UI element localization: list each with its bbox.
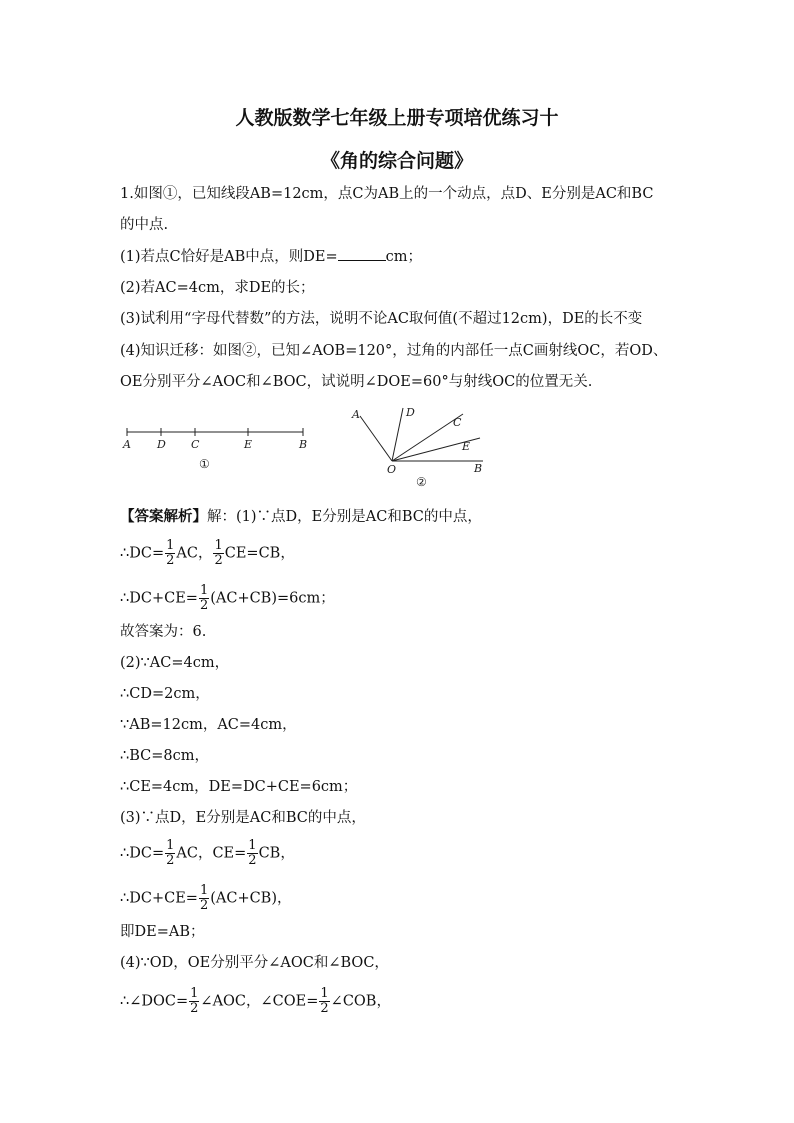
- solution-line-13: 即DE=AB；: [120, 924, 205, 940]
- fraction-numerator: 1: [320, 986, 329, 1001]
- solution-line-10: (3)∵点D，E分别是AC和BC的中点，: [120, 810, 366, 826]
- fig2-label-b: B: [474, 462, 483, 475]
- solution-header: 【答案解析】: [120, 508, 207, 525]
- solution-line-8: ∴BC=8cm，: [120, 748, 209, 764]
- question-1-suffix: cm；: [385, 249, 422, 265]
- question-1-prefix: (1)若点C恰好是AB中点，则DE=: [120, 249, 338, 265]
- solution-line-12: [120, 884, 292, 913]
- fig1-label-d: D: [157, 438, 166, 451]
- fraction-half: [199, 584, 209, 613]
- fraction-numerator: 1: [214, 538, 223, 553]
- fraction-numerator: 1: [199, 883, 209, 898]
- fig2-label-e: E: [462, 440, 471, 453]
- solution-line-14: (4)∵OD，OE分别平分∠AOC和∠BOC，: [120, 955, 389, 971]
- solution-line-15: [120, 987, 391, 1016]
- solution-line-3: [120, 584, 335, 613]
- solution-text: ∠AOC，∠COE=: [200, 993, 319, 1010]
- solution-text: ∴DC+CE=: [120, 890, 198, 907]
- solution-line-7: ∵AB=12cm，AC=4cm，: [120, 717, 297, 733]
- solution-text: ∴DC=: [120, 545, 165, 562]
- fraction-numerator: 1: [248, 838, 257, 853]
- question-3: (3)试利用“字母代替数”的方法，说明不论AC取何值(不超过12cm)，DE的长不变: [120, 311, 643, 327]
- problem-line-2: 的中点.: [120, 217, 169, 233]
- solution-text: ∴∠DOC=: [120, 993, 189, 1010]
- solution-line-5: (2)∵AC=4cm，: [120, 655, 230, 671]
- fraction-numerator: 1: [190, 986, 199, 1001]
- fraction-half: [189, 987, 199, 1016]
- fraction-numerator: 1: [199, 583, 209, 598]
- problem-line-1: 1.如图①，已知线段AB=12cm，点C为AB上的一个动点，点D、E分别是AC和BC: [120, 186, 654, 202]
- solution-line-9: ∴CE=4cm，DE=DC+CE=6cm；: [120, 779, 358, 795]
- fig1-label-c: C: [191, 438, 200, 451]
- solution-text-1: 解：(1)∵点D，E分别是AC和BC的中点，: [207, 509, 482, 525]
- fig2-label-d: D: [406, 406, 415, 419]
- fraction-denominator: 2: [199, 898, 209, 913]
- fraction-half: [247, 839, 257, 868]
- fraction-half: [319, 987, 329, 1016]
- solution-text: CE=CB，: [224, 545, 295, 562]
- fraction-half: [165, 839, 175, 868]
- fig1-caption: ①: [199, 457, 210, 471]
- fig2-caption: ②: [416, 475, 427, 489]
- solution-line-2: [120, 539, 295, 568]
- fraction-denominator: 2: [320, 1001, 329, 1016]
- fraction-denominator: 2: [248, 853, 257, 868]
- fig2-label-c: C: [453, 416, 462, 429]
- answer-blank: [338, 246, 386, 261]
- document-title: 人教版数学七年级上册专项培优练习十: [235, 107, 559, 129]
- solution-text: ∴DC=: [120, 845, 165, 862]
- fraction-numerator: 1: [166, 538, 175, 553]
- question-4-line-1: (4)知识迁移：如图②，已知∠AOB=120°，过角的内部任一点C画射线OC，若OD、: [120, 343, 668, 359]
- fraction-denominator: 2: [190, 1001, 199, 1016]
- document-subtitle: 《角的综合问题》: [320, 150, 473, 172]
- solution-text: (AC+CB)=6cm；: [210, 590, 335, 607]
- fig2-label-o: O: [387, 463, 397, 476]
- fig2-label-a: A: [352, 408, 360, 421]
- solution-text: AC，CE=: [176, 845, 247, 862]
- fraction-denominator: 2: [199, 598, 209, 613]
- solution-text: AC，: [176, 545, 213, 562]
- fraction-denominator: 2: [214, 553, 223, 568]
- solution-line-6: ∴CD=2cm，: [120, 686, 210, 702]
- question-2: (2)若AC=4cm，求DE的长；: [120, 280, 315, 296]
- fig1-label-b: B: [299, 438, 308, 451]
- solution-line-4: 故答案为：6.: [120, 624, 207, 640]
- solution-text: (AC+CB)，: [210, 890, 292, 907]
- figure-1-segment: [118, 420, 318, 480]
- question-1: [120, 246, 422, 267]
- fraction-half: [199, 884, 209, 913]
- fraction-half: [165, 539, 175, 568]
- fraction-half: [213, 539, 223, 568]
- figure-2-angle: [345, 398, 495, 493]
- fig1-label-a: A: [123, 438, 131, 451]
- fig1-label-e: E: [244, 438, 253, 451]
- solution-line-11: [120, 839, 295, 868]
- solution-line-1: [120, 507, 482, 527]
- solution-text: ∠COB，: [330, 993, 391, 1010]
- fraction-denominator: 2: [166, 553, 175, 568]
- fraction-denominator: 2: [166, 853, 175, 868]
- solution-text: ∴DC+CE=: [120, 590, 198, 607]
- question-4-line-2: OE分别平分∠AOC和∠BOC，试说明∠DOE=60°与射线OC的位置无关.: [120, 374, 593, 390]
- fraction-numerator: 1: [166, 838, 175, 853]
- solution-text: CB，: [258, 845, 295, 862]
